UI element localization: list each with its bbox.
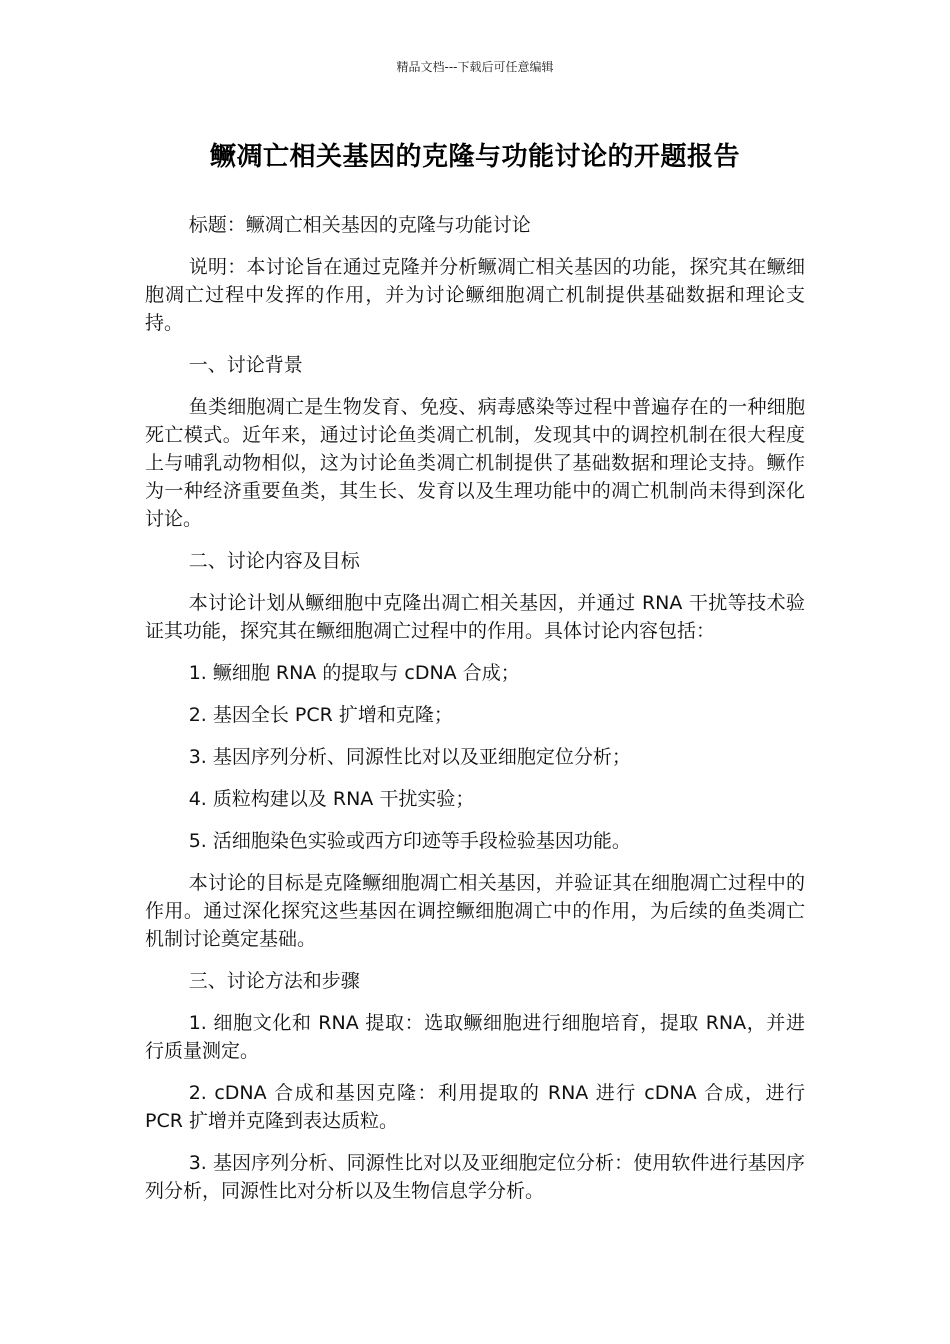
method-step: 2. cDNA 合成和基因克隆：利用提取的 RNA 进行 cDNA 合成，进行 PCR 扩增并克隆到表达质粒。 (145, 1082, 805, 1132)
document-title: 鳜凋亡相关基因的克隆与功能讨论的开题报告 (209, 142, 740, 172)
header-note: 精品文档---下载后可任意编辑 (396, 60, 554, 74)
paragraph-goals: 本讨论的目标是克隆鳜细胞凋亡相关基因，并验证其在细胞凋亡过程中的作用。通过深化探究这些基因在调控鳜细胞凋亡中的作用，为后续的鱼类凋亡机制讨论奠定基础。 (145, 872, 805, 950)
section-heading-methods: 三、讨论方法和步骤 (188, 970, 360, 992)
list-item: 3. 基因序列分析、同源性比对以及亚细胞定位分析； (188, 746, 631, 768)
paragraph-content-intro: 本讨论计划从鳜细胞中克隆出凋亡相关基因，并通过 RNA 干扰等技术验证其功能，探究其在鳜细胞凋亡过程中的作用。具体讨论内容包括： (145, 592, 805, 642)
list-item: 5. 活细胞染色实验或西方印迹等手段检验基因功能。 (188, 830, 631, 852)
list-item: 4. 质粒构建以及 RNA 干扰实验； (188, 788, 475, 810)
list-item: 2. 基因全长 PCR 扩增和克隆； (188, 704, 453, 726)
document-body (145, 211, 805, 1219)
method-step: 3. 基因序列分析、同源性比对以及亚细胞定位分析：使用软件进行基因序列分析，同源性比对分析以及生物信息学分析。 (145, 1152, 805, 1202)
section-heading-content-goals: 二、讨论内容及目标 (188, 550, 360, 572)
method-step: 1. 细胞文化和 RNA 提取：选取鳜细胞进行细胞培育，提取 RNA，并进行质量测定。 (145, 1012, 805, 1062)
paragraph-title-line: 标题：鳜凋亡相关基因的克隆与功能讨论 (188, 214, 531, 236)
list-item: 1. 鳜细胞 RNA 的提取与 cDNA 合成； (188, 662, 520, 684)
paragraph-background: 鱼类细胞凋亡是生物发育、免疫、病毒感染等过程中普遍存在的一种细胞死亡模式。近年来，通过讨论鱼类凋亡机制，发现其中的调控机制在很大程度上与哺乳动物相似，这为讨论鱼类凋亡机制提供了基础数据和理论支持。鳜作为一种经济重要鱼类，其生长、发育以及生理功能中的凋亡机制尚未得到深化讨论。 (145, 396, 805, 530)
section-heading-background: 一、讨论背景 (188, 354, 303, 376)
paragraph-description: 说明：本讨论旨在通过克隆并分析鳜凋亡相关基因的功能，探究其在鳜细胞凋亡过程中发挥的作用，并为讨论鳜细胞凋亡机制提供基础数据和理论支持。 (145, 256, 805, 334)
